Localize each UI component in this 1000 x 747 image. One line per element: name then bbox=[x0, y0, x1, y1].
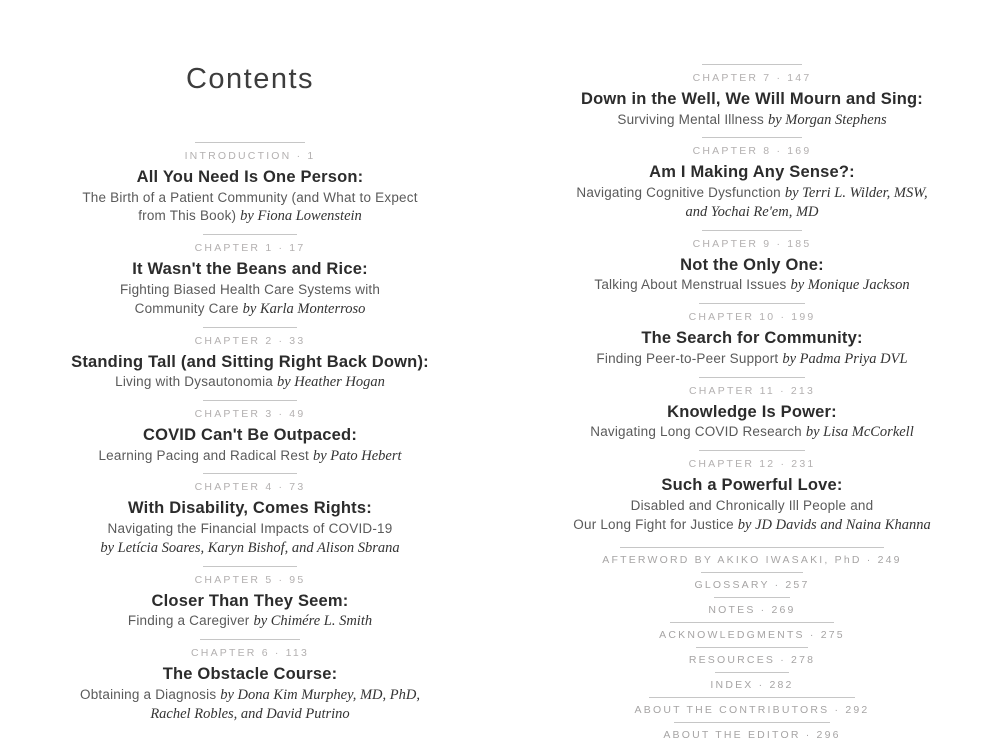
backmatter-entry-about-editor: ABOUT THE EDITOR · 296 bbox=[663, 722, 840, 741]
byline-text: by Dona Kim Murphey, MD, PhD, bbox=[220, 686, 420, 703]
subtitle-text: Disabled and Chronically Ill People and bbox=[630, 497, 874, 513]
toc-section-chapter-5 bbox=[50, 566, 450, 631]
chapter-subtitle-line bbox=[552, 423, 952, 442]
chapter-subtitle-line bbox=[552, 184, 952, 203]
subtitle-text: from This Book) bbox=[138, 208, 241, 224]
subtitle-text: Fighting Biased Health Care Systems with bbox=[119, 281, 381, 297]
chapter-label: CHAPTER 7 · 147 bbox=[693, 64, 812, 84]
toc-section-chapter-12 bbox=[552, 450, 952, 534]
chapter-title: Down in the Well, We Will Mourn and Sing: bbox=[580, 90, 923, 108]
backmatter-list bbox=[552, 547, 952, 743]
chapter-label: CHAPTER 8 · 169 bbox=[693, 137, 812, 157]
backmatter-entry-afterword: AFTERWORD BY AKIKO IWASAKI, PhD · 249 bbox=[602, 547, 901, 566]
subtitle-text: Obtaining a Diagnosis bbox=[80, 686, 221, 702]
backmatter-entry-notes: NOTES · 269 bbox=[708, 597, 795, 616]
byline-text: by JD Davids and Naina Khanna bbox=[737, 516, 931, 533]
chapter-subtitle-line bbox=[50, 281, 450, 300]
toc-section-introduction bbox=[50, 142, 450, 226]
chapter-subtitle-line bbox=[552, 111, 952, 130]
chapter-subtitle-line bbox=[50, 447, 450, 466]
chapter-subtitle-line bbox=[50, 612, 450, 631]
subtitle-text: Navigating Long COVID Research bbox=[590, 424, 806, 440]
contents-title: Contents bbox=[185, 63, 315, 95]
chapter-title: COVID Can't Be Outpaced: bbox=[142, 425, 358, 444]
byline-text: by Fiona Lowenstein bbox=[240, 208, 362, 225]
chapter-subtitle-line bbox=[552, 276, 952, 295]
chapter-subtitle-line bbox=[552, 516, 952, 535]
byline-text: by Monique Jackson bbox=[790, 277, 910, 294]
subtitle-text: Living with Dysautonomia bbox=[115, 374, 277, 390]
subtitle-text: Surviving Mental Illness bbox=[617, 111, 768, 127]
byline-text: by Letícia Soares, Karyn Bishof, and Alison Sbrana bbox=[100, 539, 400, 556]
chapter-subtitle-line bbox=[50, 539, 450, 558]
chapter-title: All You Need Is One Person: bbox=[136, 167, 364, 186]
backmatter-entry-about-contributors: ABOUT THE CONTRIBUTORS · 292 bbox=[635, 697, 870, 716]
toc-section-chapter-2 bbox=[50, 327, 450, 392]
chapter-label: CHAPTER 2 · 33 bbox=[195, 327, 306, 347]
byline-text: by Chimére L. Smith bbox=[253, 613, 373, 630]
byline-text: by Terri L. Wilder, MSW, bbox=[784, 185, 928, 202]
backmatter-entry-index: INDEX · 282 bbox=[710, 672, 793, 691]
chapter-title: Not the Only One: bbox=[680, 255, 824, 274]
backmatter-row bbox=[552, 547, 952, 568]
chapter-title: Closer Than They Seem: bbox=[151, 591, 349, 610]
byline-text: by Morgan Stephens bbox=[767, 111, 887, 128]
backmatter-row bbox=[552, 672, 952, 693]
chapter-label: INTRODUCTION · 1 bbox=[185, 142, 316, 162]
byline-text: and Yochai Re'em, MD bbox=[685, 203, 819, 220]
chapter-subtitle-line bbox=[552, 350, 952, 369]
subtitle-text: Community Care bbox=[134, 300, 243, 316]
chapter-label: CHAPTER 11 · 213 bbox=[689, 377, 815, 397]
left-page bbox=[50, 0, 450, 732]
byline-text: by Heather Hogan bbox=[276, 374, 385, 391]
subtitle-text: Finding Peer-to-Peer Support bbox=[596, 350, 783, 366]
chapter-title: The Search for Community: bbox=[641, 329, 863, 348]
subtitle-text: Navigating the Financial Impacts of COVID-19 bbox=[107, 521, 393, 537]
backmatter-entry-resources: RESOURCES · 278 bbox=[689, 647, 815, 666]
chapter-label: CHAPTER 10 · 199 bbox=[689, 303, 816, 323]
chapter-subtitle-line bbox=[50, 373, 450, 392]
subtitle-text: Navigating Cognitive Dysfunction bbox=[576, 185, 785, 201]
chapter-label: CHAPTER 12 · 231 bbox=[689, 450, 816, 470]
backmatter-row bbox=[552, 697, 952, 718]
chapter-label: CHAPTER 9 · 185 bbox=[693, 230, 812, 250]
chapter-title: Am I Making Any Sense?: bbox=[649, 163, 855, 182]
chapter-title: With Disability, Comes Rights: bbox=[128, 499, 372, 518]
chapter-title: Such a Powerful Love: bbox=[661, 476, 843, 495]
chapter-subtitle-line bbox=[50, 520, 450, 539]
right-page bbox=[552, 0, 952, 747]
toc-section-chapter-3 bbox=[50, 400, 450, 465]
byline-text: by Lisa McCorkell bbox=[805, 424, 914, 441]
subtitle-text: Learning Pacing and Radical Rest bbox=[98, 447, 313, 463]
chapter-title: Standing Tall (and Sitting Right Back Down): bbox=[71, 352, 429, 371]
subtitle-text: Talking About Menstrual Issues bbox=[594, 277, 791, 293]
toc-section-chapter-9 bbox=[552, 230, 952, 295]
chapter-subtitle-line bbox=[50, 207, 450, 226]
chapter-title: Knowledge Is Power: bbox=[667, 402, 837, 421]
toc-section-chapter-10 bbox=[552, 303, 952, 368]
chapter-title: The Obstacle Course: bbox=[162, 665, 338, 684]
chapter-subtitle-line bbox=[50, 705, 450, 724]
byline-text: by Padma Priya DVL bbox=[782, 350, 908, 367]
toc-section-chapter-4 bbox=[50, 473, 450, 557]
backmatter-entry-glossary: GLOSSARY · 257 bbox=[694, 572, 809, 591]
chapter-title: It Wasn't the Beans and Rice: bbox=[132, 260, 368, 279]
backmatter-row bbox=[552, 647, 952, 668]
backmatter-entry-acknowledgments: ACKNOWLEDGMENTS · 275 bbox=[659, 622, 845, 641]
subtitle-text: Finding a Caregiver bbox=[127, 613, 254, 629]
backmatter-row bbox=[552, 572, 952, 593]
toc-section-chapter-7 bbox=[552, 64, 952, 129]
chapter-label: CHAPTER 1 · 17 bbox=[195, 234, 306, 254]
backmatter-row bbox=[552, 622, 952, 643]
chapter-label: CHAPTER 5 · 95 bbox=[195, 566, 306, 586]
subtitle-text: Our Long Fight for Justice bbox=[573, 516, 738, 532]
toc-section-chapter-11 bbox=[552, 377, 952, 442]
subtitle-text: The Birth of a Patient Community (and What to Expect bbox=[82, 189, 418, 205]
backmatter-row bbox=[552, 597, 952, 618]
toc-section-chapter-6 bbox=[50, 639, 450, 723]
chapter-label: CHAPTER 3 · 49 bbox=[195, 400, 306, 420]
chapter-subtitle-line bbox=[552, 203, 952, 222]
byline-text: by Karla Monterroso bbox=[242, 300, 366, 317]
chapter-label: CHAPTER 4 · 73 bbox=[195, 473, 306, 493]
byline-text: by Pato Hebert bbox=[312, 447, 402, 464]
chapter-subtitle-line bbox=[50, 300, 450, 319]
chapter-subtitle-line bbox=[552, 497, 952, 516]
toc-section-chapter-8 bbox=[552, 137, 952, 221]
toc-section-chapter-1 bbox=[50, 234, 450, 318]
backmatter-row bbox=[552, 722, 952, 743]
chapter-subtitle-line bbox=[50, 686, 450, 705]
byline-text: Rachel Robles, and David Putrino bbox=[150, 705, 350, 722]
chapter-subtitle-line bbox=[50, 189, 450, 208]
chapter-label: CHAPTER 6 · 113 bbox=[191, 639, 309, 659]
